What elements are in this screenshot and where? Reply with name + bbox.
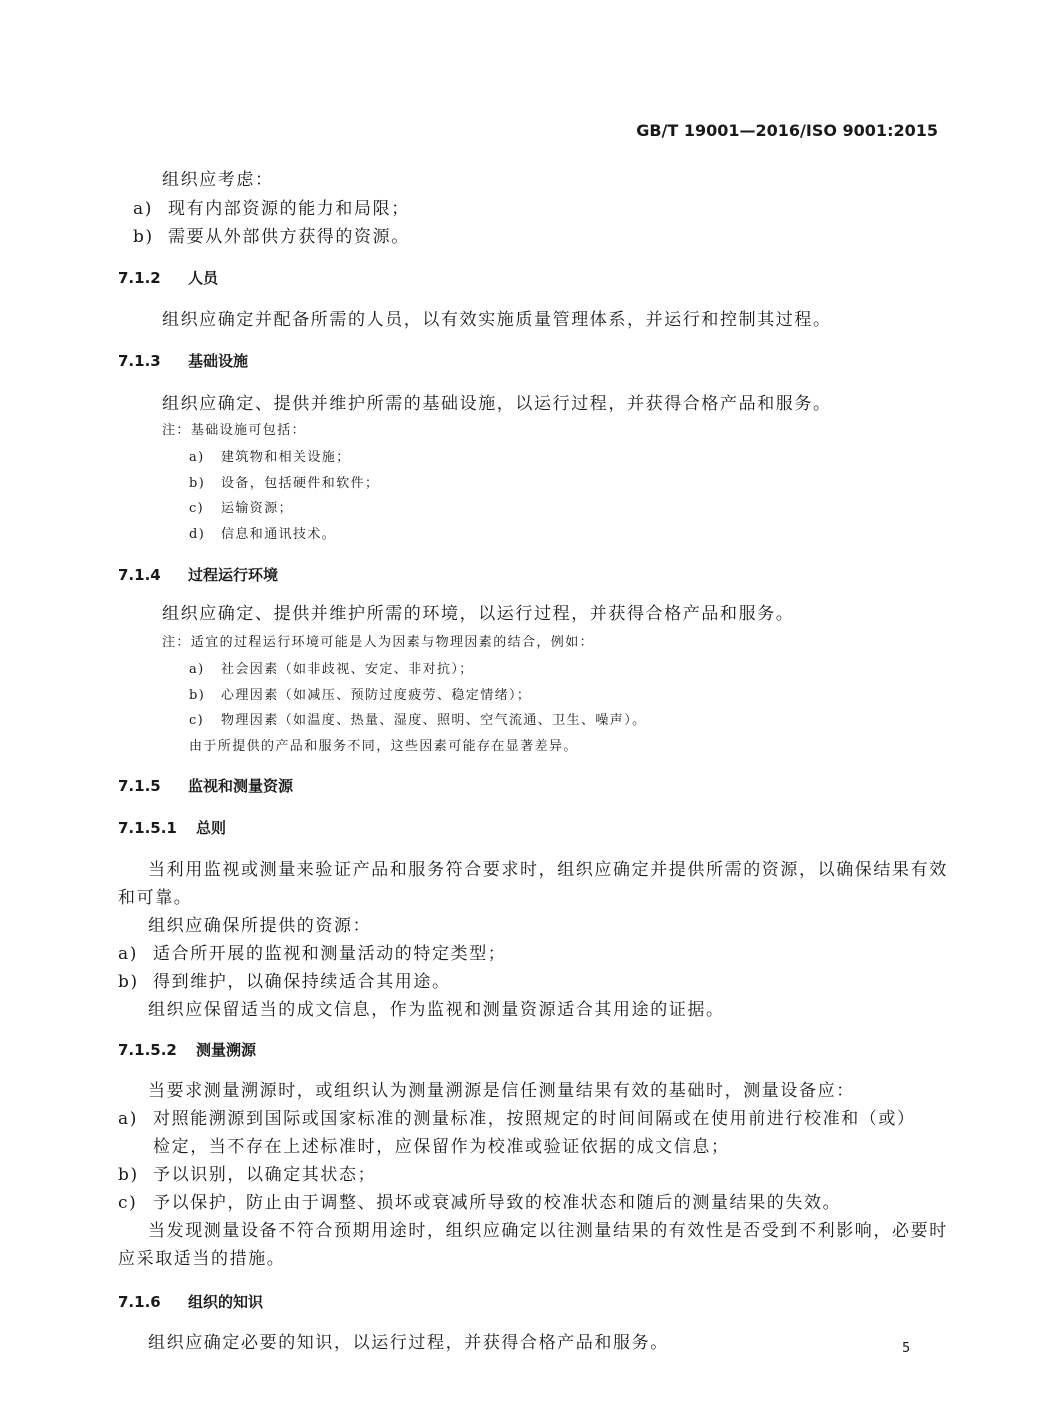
section-heading-7-1-3: 7.1.3 基础设施 — [118, 352, 249, 370]
standard-code: GB/T 19001—2016/ISO 9001:2015 — [636, 121, 938, 140]
note-item: a) 建筑物和相关设施； — [189, 450, 351, 465]
list-item: c) 予以保护，防止由于调整、损坏或衰减所导致的校准状态和随后的测量结果的失效。 — [118, 1193, 842, 1213]
paragraph: 组织应确保所提供的资源： — [148, 916, 372, 936]
paragraph: 当利用监视或测量来验证产品和服务符合要求时，组织应确定并提供所需的资源，以确保结果有效 — [148, 860, 948, 880]
note-item: d) 信息和通讯技术。 — [189, 527, 337, 542]
section-heading-7-1-5-1: 7.1.5.1 总则 — [118, 819, 227, 837]
list-item: a) 适合所开展的监视和测量活动的特定类型； — [118, 944, 507, 964]
paragraph-continuation: 应采取适当的措施。 — [118, 1249, 286, 1269]
paragraph: 当要求测量溯源时，或组织认为测量溯源是信任测量结果有效的基础时，测量设备应： — [148, 1081, 855, 1101]
section-heading-7-1-2: 7.1.2 人员 — [118, 269, 219, 287]
note: 注：基础设施可包括： — [162, 423, 307, 438]
paragraph: 组织应保留适当的成文信息，作为监视和测量资源适合其用途的证据。 — [148, 1000, 725, 1020]
list-item: b) 得到维护，以确保持续适合其用途。 — [118, 972, 451, 992]
note-tail: 由于所提供的产品和服务不同，这些因素可能存在显著差异。 — [189, 739, 578, 754]
section-heading-7-1-4: 7.1.4 过程运行环境 — [118, 566, 279, 584]
note-item: b) 心理因素（如减压、预防过度疲劳、稳定情绪）； — [189, 688, 532, 703]
list-item: b) 需要从外部供方获得的资源。 — [133, 227, 410, 247]
paragraph: 组织应确定、提供并维护所需的基础设施，以运行过程，并获得合格产品和服务。 — [162, 394, 832, 414]
paragraph: 组织应确定并配备所需的人员，以有效实施质量管理体系，并运行和控制其过程。 — [162, 310, 832, 330]
note-item: c) 运输资源； — [189, 501, 294, 516]
section-heading-7-1-5: 7.1.5 监视和测量资源 — [118, 777, 294, 795]
list-item: a) 现有内部资源的能力和局限； — [133, 199, 410, 219]
paragraph: 当发现测量设备不符合预期用途时，组织应确定以往测量结果的有效性是否受到不利影响，必要时 — [148, 1221, 948, 1241]
paragraph: 组织应确定必要的知识，以运行过程，并获得合格产品和服务。 — [148, 1333, 669, 1353]
section-heading-7-1-5-2: 7.1.5.2 测量溯源 — [118, 1041, 257, 1059]
section-heading-7-1-6: 7.1.6 组织的知识 — [118, 1293, 264, 1311]
note-item: a) 社会因素（如非歧视、安定、非对抗）； — [189, 662, 474, 677]
note-item: c) 物理因素（如温度、热量、湿度、照明、空气流通、卫生、噪声）。 — [189, 713, 647, 728]
list-item-continuation: 检定，当不存在上述标准时，应保留作为校准或验证依据的成文信息； — [153, 1137, 730, 1157]
paragraph-continuation: 和可靠。 — [118, 888, 193, 908]
note-item: b) 设备，包括硬件和软件； — [189, 476, 380, 491]
paragraph: 组织应考虑： — [162, 170, 274, 190]
note: 注：适宜的过程运行环境可能是人为因素与物理因素的结合，例如： — [162, 635, 595, 650]
page-number: 5 — [902, 1341, 911, 1356]
paragraph: 组织应确定、提供并维护所需的环境，以运行过程，并获得合格产品和服务。 — [162, 604, 795, 624]
list-item: b) 予以识别，以确定其状态； — [118, 1165, 377, 1185]
list-item: a) 对照能溯源到国际或国家标准的测量标准，按照规定的时间间隔或在使用前进行校准和（或） — [118, 1109, 916, 1129]
